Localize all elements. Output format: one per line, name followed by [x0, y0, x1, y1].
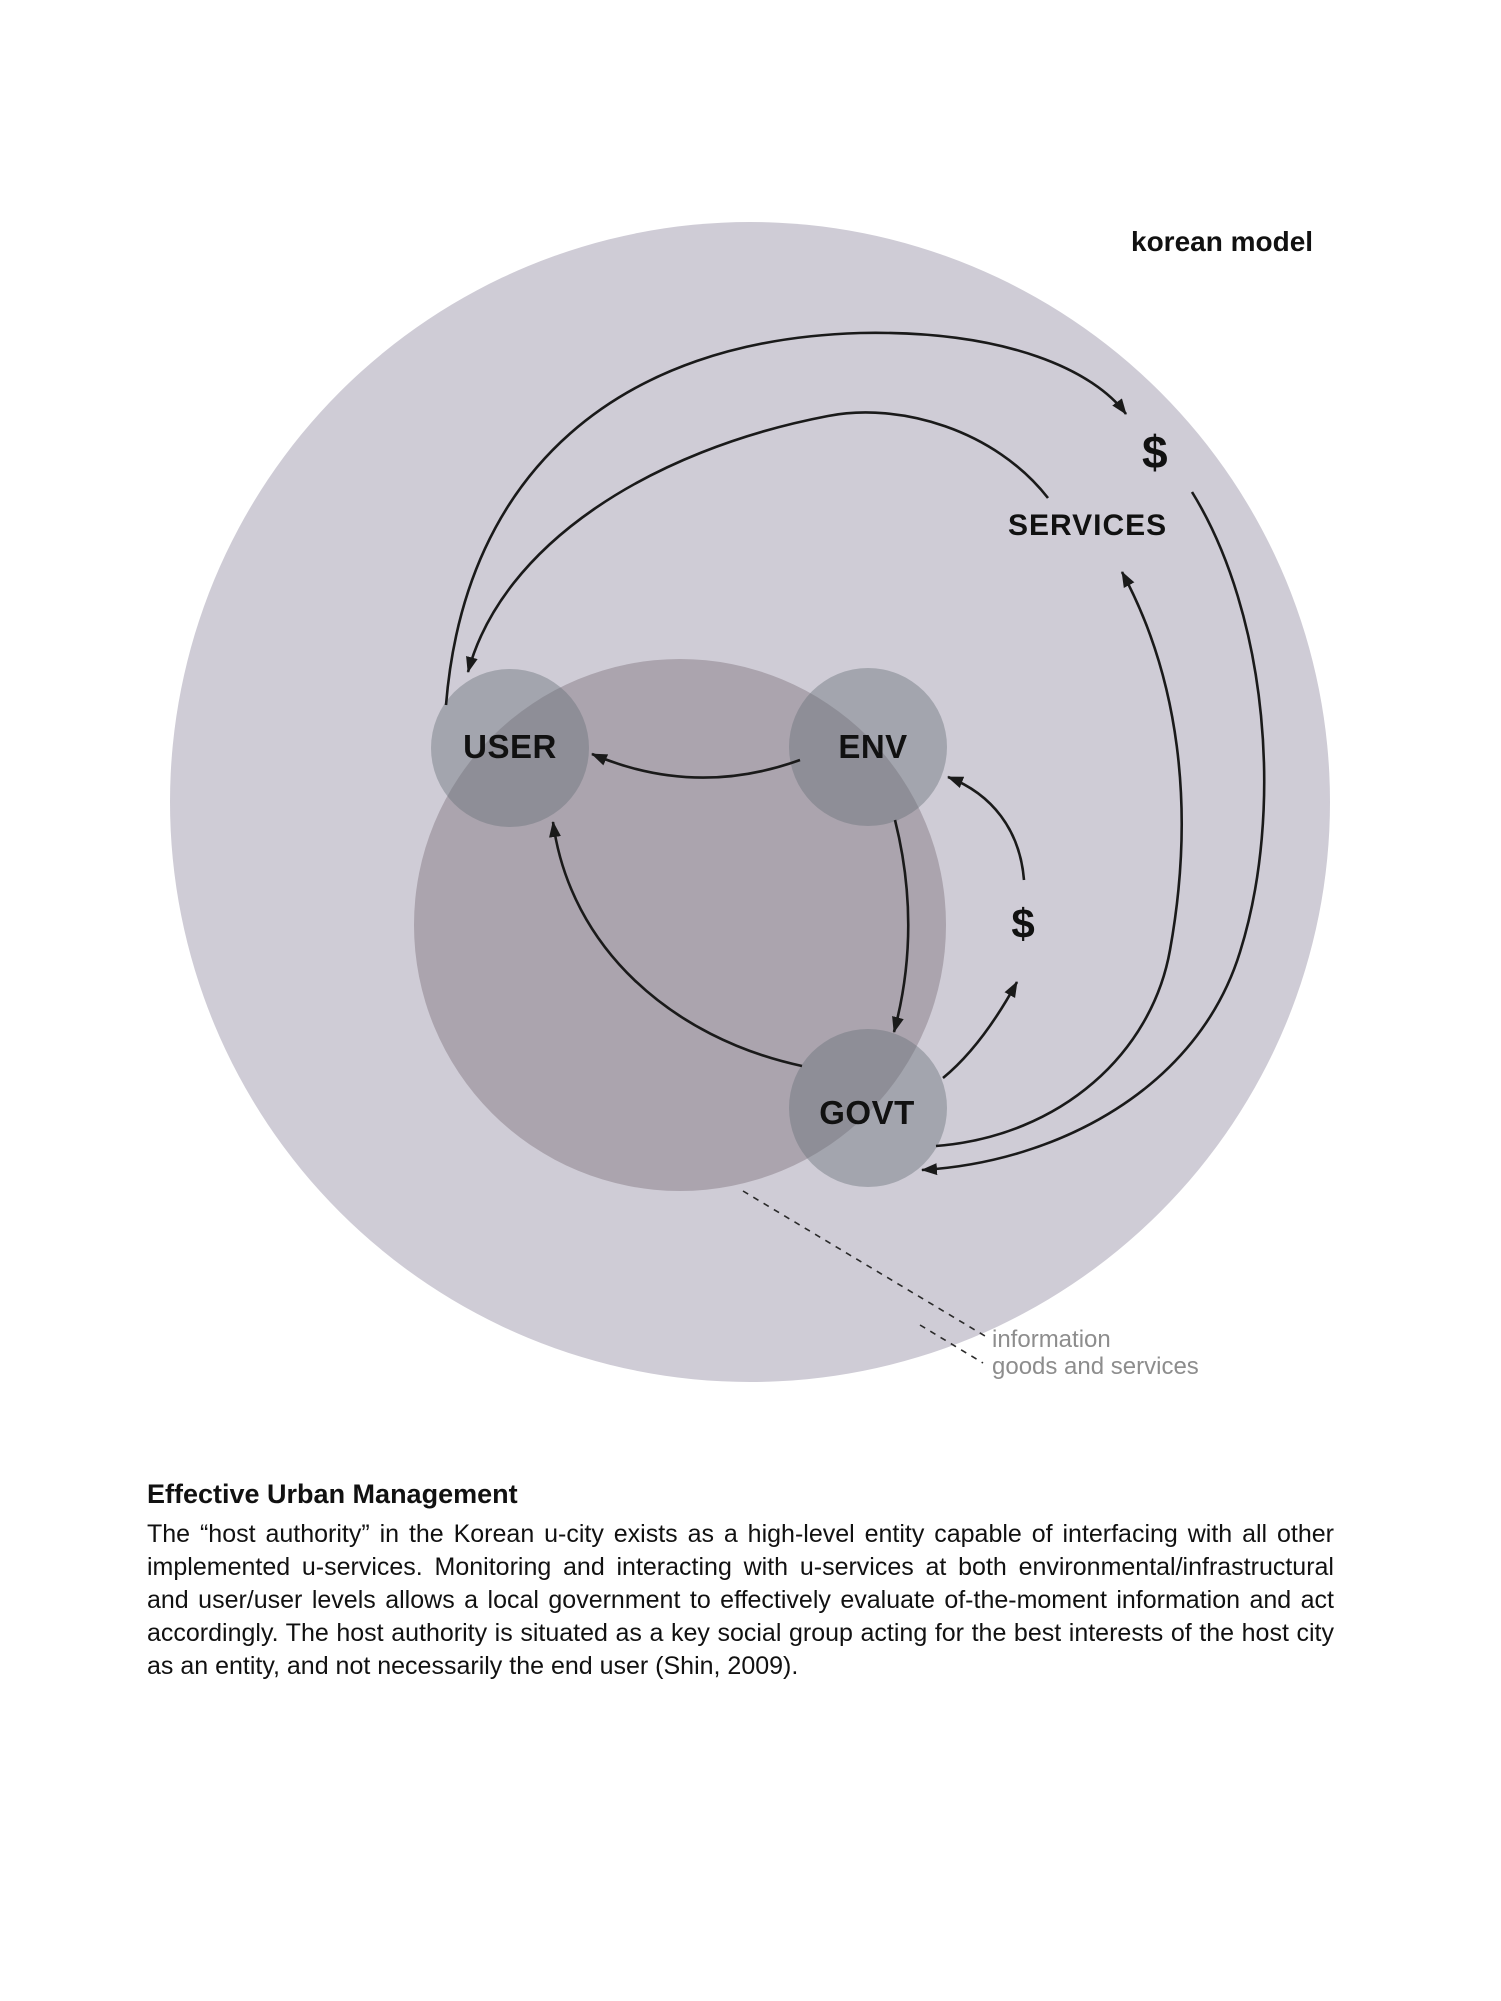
services-label: SERVICES: [1008, 509, 1168, 542]
govt-node-label: GOVT: [819, 1094, 915, 1131]
env-node-label: ENV: [838, 728, 908, 765]
caption-block: [147, 1479, 1334, 1683]
information-annotation: information: [992, 1326, 1111, 1353]
goods-and-services-annotation: goods and services: [992, 1353, 1199, 1380]
dollar-sign-top: $: [1142, 426, 1168, 478]
dollar-sign-inner: $: [1011, 900, 1035, 947]
caption-body: The “host authority” in the Korean u-city exists as a high-level entity capable of interfacing with all other implemented u-services. Monitoring and interacting with u-services at both environmental/infrastructural and user/user levels allows a local government to effectively evaluate of-the-moment information and act accordingly. The host authority is situated as a key social group acting for the best interests of the host city as an entity, and not necessarily the end user (Shin, 2009).: [147, 1520, 1334, 1680]
diagram-title: korean model: [1131, 226, 1314, 257]
user-node-label: USER: [463, 728, 557, 765]
caption-heading: Effective Urban Management: [147, 1479, 518, 1509]
